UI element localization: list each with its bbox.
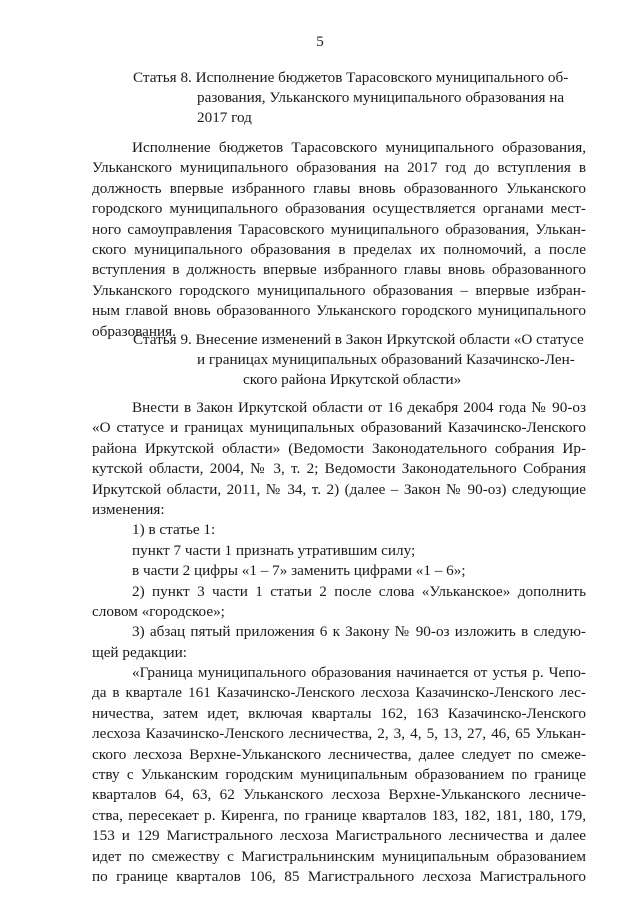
text-line: «Граница муниципального образования начинается от устья р. Чепо- <box>132 664 586 682</box>
text-line: образования. <box>92 322 176 340</box>
text-line: ства, пересекает р. Киренга, по границе кварталов 183, 182, 181, 180, 179, <box>92 806 586 824</box>
text-line: 153 и 129 Магистрального лесхоза Магистрального лесничества и далее <box>92 827 586 845</box>
text-line: щей редакции: <box>92 643 187 661</box>
article-8-paragraph <box>92 138 586 342</box>
text-line: ству с Ульканским городским муниципальным образованием по границе <box>92 766 586 784</box>
text-line: городского муниципального образования осуществляется органами мест- <box>92 200 586 218</box>
text-line: изменения: <box>92 500 165 518</box>
text-line: Ульканского муниципального образования на 2017 год до вступления в <box>92 159 586 177</box>
heading-line: ского района Иркутской области» <box>243 371 462 388</box>
text-line: да в квартале 161 Казачинско-Ленского лесхоза Казачинско-Ленского лес- <box>92 684 586 702</box>
page-number: 5 <box>316 34 324 50</box>
article-9-body <box>92 398 586 887</box>
text-line: 3) абзац пятый приложения 6 к Закону № 90-оз изложить в следую- <box>132 623 586 641</box>
text-line: должность впервые избранного главы вновь образованного Ульканского <box>92 179 586 197</box>
text-line: ничества, затем идет, включая кварталы 162, 163 Казачинско-Ленского <box>92 704 586 722</box>
text-line: кварталов 64, 63, 62 Ульканского лесхоза Верхне-Ульканского лесниче- <box>92 786 586 804</box>
text-line: 1) в статье 1: <box>132 521 216 539</box>
text-line: ского лесхоза Верхне-Ульканского лесничества, далее следует по смеже- <box>92 745 586 763</box>
text-line: идет по смежеству с Магистральнинским муниципальным образованием <box>92 847 586 865</box>
text-line: словом «городское»; <box>92 602 225 620</box>
text-line: пункт 7 части 1 признать утратившим силу; <box>132 541 416 559</box>
text-line: района Иркутской области» (Ведомости Законодательного собрания Ир- <box>92 439 586 457</box>
text-line: Иркутской области, 2011, № 34, т. 2) (далее – Закон № 90-оз) следующие <box>92 480 586 498</box>
article-9-heading <box>133 330 588 390</box>
heading-line: Статья 8. Исполнение бюджетов Тарасовского муниципального об- <box>133 69 569 86</box>
heading-line: и границах муниципальных образований Казачинско-Лен- <box>197 351 575 368</box>
text-line: Исполнение бюджетов Тарасовского муниципального образования, <box>132 139 586 156</box>
heading-line: разования, Ульканского муниципального образования на <box>197 89 565 106</box>
text-line: лесхоза Казачинско-Ленского лесничества, 2, 3, 4, 5, 13, 27, 46, 65 Улькан- <box>92 725 586 743</box>
heading-line: Статья 9. Внесение изменений в Закон Иркутской области «О статусе <box>133 331 584 348</box>
text-line: ного самоуправления Тарасовского муниципального образования, Улькан- <box>92 220 586 238</box>
text-line: «О статусе и границах муниципальных образований Казачинско-Ленского <box>92 419 586 437</box>
text-line: 2) пункт 3 части 1 статьи 2 после слова «Ульканское» дополнить <box>132 582 586 600</box>
heading-line: 2017 год <box>197 109 252 126</box>
text-line: кутской области, 2004, № 3, т. 2; Ведомости Законодательного Собрания <box>92 460 586 478</box>
text-line: ным главой вновь образованного Ульканского городского муниципального <box>92 302 586 320</box>
article-8-heading <box>133 68 588 128</box>
text-line: ского муниципального образования в пределах их полномочий, а после <box>92 240 586 258</box>
text-line: Ульканского городского муниципального образования – впервые избран- <box>92 281 586 299</box>
text-line: Внести в Закон Иркутской области от 16 декабря 2004 года № 90-оз <box>132 399 586 416</box>
text-line: вступления в должность впервые избранного главы вновь образованного <box>92 261 586 279</box>
text-line: по границе кварталов 106, 85 Магистрального лесхоза Магистрального <box>92 867 586 885</box>
text-line: в части 2 цифры «1 – 7» заменить цифрами «1 – 6»; <box>132 562 466 580</box>
